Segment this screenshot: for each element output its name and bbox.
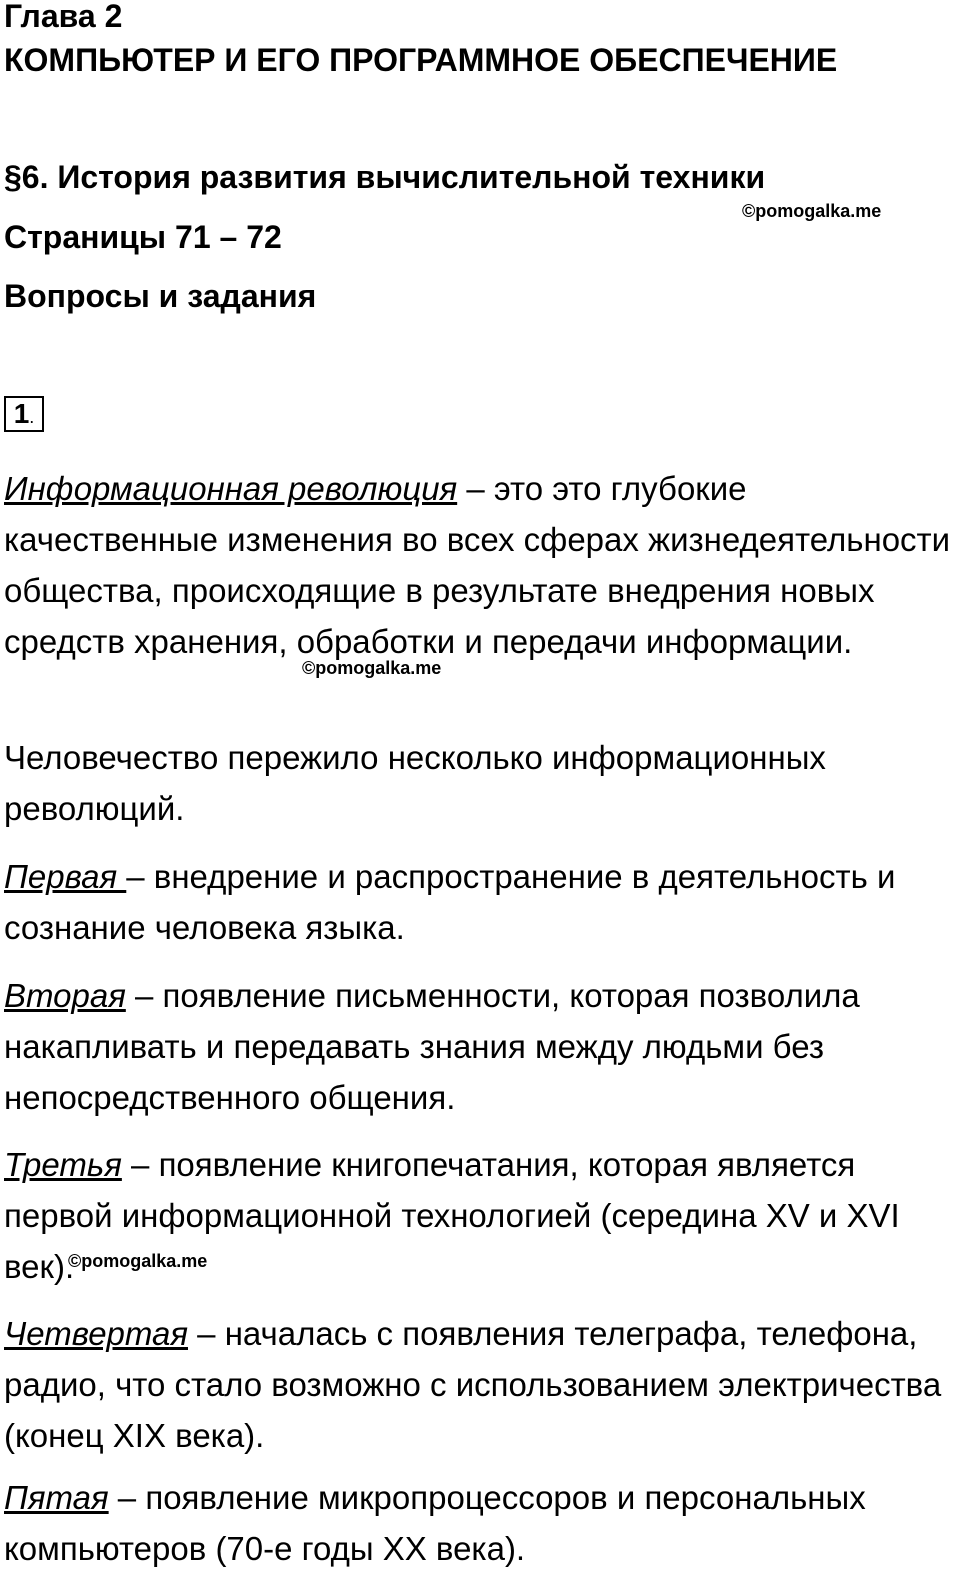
first-text: – внедрение и распространение в деятельность и сознание человека языка. — [4, 858, 896, 946]
section-title: §6. История развития вычислительной техники — [4, 159, 766, 195]
watermark: ©pomogalka.me — [302, 658, 442, 678]
paragraph-second — [4, 970, 960, 1123]
task-number-dot: . — [29, 407, 35, 427]
second-text: – появление письменности, которая позволила накапливать и передавать знания между людьми без непосредственного общения. — [4, 977, 860, 1116]
term-information-revolution: Информационная революция — [4, 470, 458, 507]
paragraph-intro — [4, 732, 960, 834]
chapter-title: КОМПЬЮТЕР И ЕГО ПРОГРАММНОЕ ОБЕСПЕЧЕНИЕ — [4, 42, 838, 78]
task-number: 1 — [13, 398, 30, 429]
pages-label: Страницы 71 – 72 — [4, 219, 282, 255]
definition-text: – это это глубокие качественные изменения во всех сферах жизнедеятельности общества, происходящие в результате внедрения новых средств хранения, обработки и передачи информации. — [4, 470, 951, 660]
intro-text: Человечество пережило несколько информационных революций. — [4, 739, 826, 827]
term-second: Вторая — [4, 977, 126, 1014]
paragraph-fourth — [4, 1308, 960, 1461]
paragraph-definition — [4, 463, 960, 667]
subsection-title: Вопросы и задания — [4, 278, 317, 314]
fourth-text: – началась с появления телеграфа, телефона, радио, что стало возможно с использованием электричества (конец XIX века). — [4, 1315, 942, 1454]
term-fourth: Четвертая — [4, 1315, 188, 1352]
task-number-box — [4, 396, 44, 432]
term-third: Третья — [4, 1146, 122, 1183]
term-fifth: Пятая — [4, 1479, 109, 1516]
paragraph-fifth — [4, 1472, 960, 1574]
term-first: Первая — [4, 858, 127, 895]
third-text: – появление книгопечатания, которая является первой информационной технологией (середина XV и XVI век). — [4, 1146, 900, 1285]
paragraph-first — [4, 851, 960, 953]
chapter-label: Глава 2 — [4, 0, 123, 34]
watermark: ©pomogalka.me — [742, 201, 882, 221]
watermark: ©pomogalka.me — [68, 1251, 208, 1271]
fifth-text: – появление микропроцессоров и персональных компьютеров (70-е годы XX века). — [4, 1479, 866, 1567]
